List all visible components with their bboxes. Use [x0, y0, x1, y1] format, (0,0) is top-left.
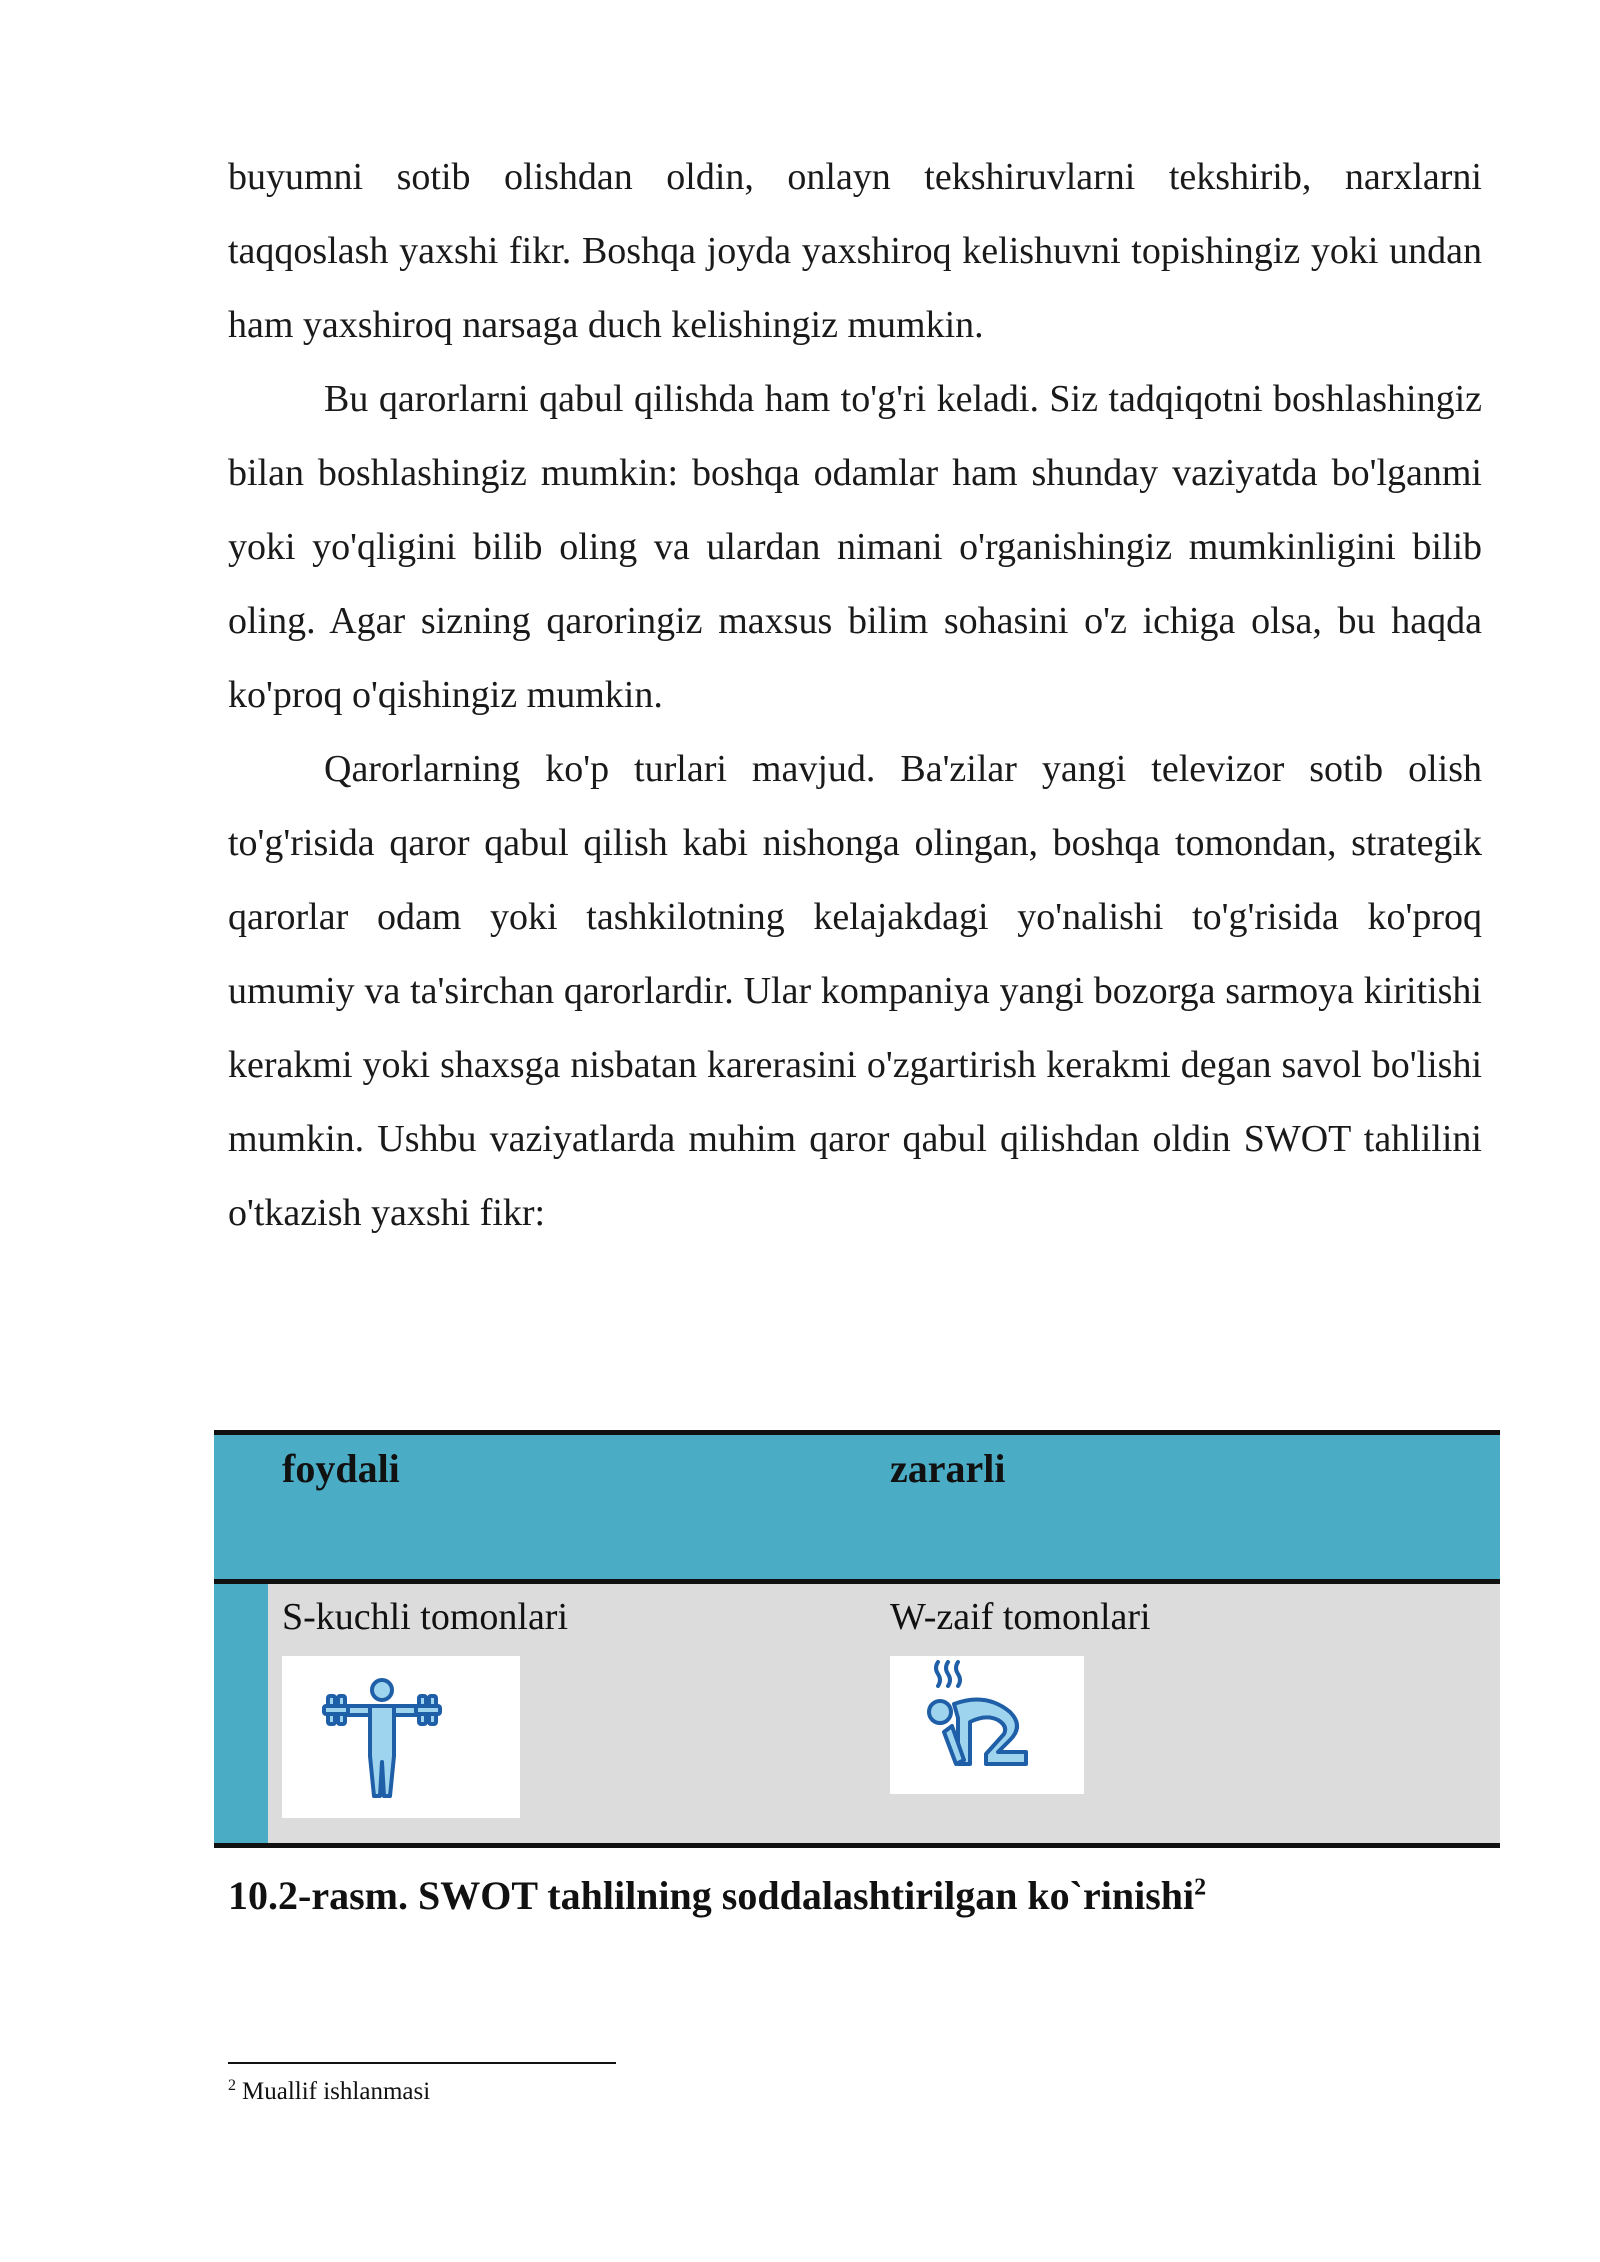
- body-text: [228, 140, 1482, 1250]
- figure-caption-text: 10.2-rasm. SWOT tahlilning soddalashtirilgan ko`rinishi: [228, 1873, 1195, 1918]
- footnote-text: Muallif ishlanmasi: [242, 2078, 431, 2105]
- swot-body-row: [214, 1584, 1500, 1848]
- swot-table: [214, 1430, 1500, 1848]
- weaknesses-label: W-zaif tomonlari: [890, 1596, 1151, 1638]
- strengths-label: S-kuchli tomonlari: [282, 1596, 569, 1638]
- footnote-marker: 2: [228, 2076, 236, 2094]
- paragraph-1: buyumni sotib olishdan oldin, onlayn tekshiruvlarni tekshirib, narxlarni taqqoslash yaxshi fikr. Boshqa joyda yaxshiroq kelishuvni topishingiz yoki undan ham yaxshiroq narsaga duch kelishingiz mumkin.: [228, 156, 1482, 346]
- footnote-divider: [228, 2062, 616, 2064]
- row-side-strip: [214, 1584, 268, 1848]
- strengths-icon-box: [282, 1656, 520, 1818]
- caption-footnote-ref[interactable]: 2: [1194, 1874, 1207, 1901]
- exhausted-person-icon: [890, 1656, 1084, 1794]
- header-zararli: zararli: [890, 1446, 1006, 1491]
- paragraph-2: Bu qarorlarni qabul qilishda ham to'g'ri keladi. Siz tadqiqotni boshlashingiz bilan boshlashingiz mumkin: boshqa odamlar ham shunday vaziyatda bo'lganmi yoki yo'qligini bilib oling va ulardan nimani o'rganishingiz mumkinligini bilib oling. Agar sizning qaroringiz maxsus bilim sohasini o'z ichiga olsa, bu haqda ko'proq o'qishingiz mumkin.: [228, 378, 1482, 716]
- swot-header-row: [214, 1430, 1500, 1584]
- header-foydali: foydali: [282, 1446, 400, 1491]
- footnote: [228, 2076, 430, 2108]
- weaknesses-icon-box: [890, 1656, 1084, 1794]
- paragraph-3: Qarorlarning ko'p turlari mavjud. Ba'zilar yangi televizor sotib olish to'g'risida qaror qabul qilish kabi nishonga olingan, boshqa tomondan, strategik qarorlar odam yoki tashkilotning kelajakdagi yo'nalishi to'g'risida ko'proq umumiy va ta'sirchan qarorlardir. Ular kompaniya yangi bozorga sarmoya kiritishi kerakmi yoki shaxsga nisbatan karerasini o'zgartirish kerakmi degan savol bo'lishi mumkin. Ushbu vaziyatlarda muhim qaror qabul qilishdan oldin SWOT tahlilini o'tkazish yaxshi fikr:: [228, 748, 1482, 1234]
- figure-caption: [228, 1868, 1206, 1924]
- strong-person-dumbbells-icon: [282, 1656, 520, 1818]
